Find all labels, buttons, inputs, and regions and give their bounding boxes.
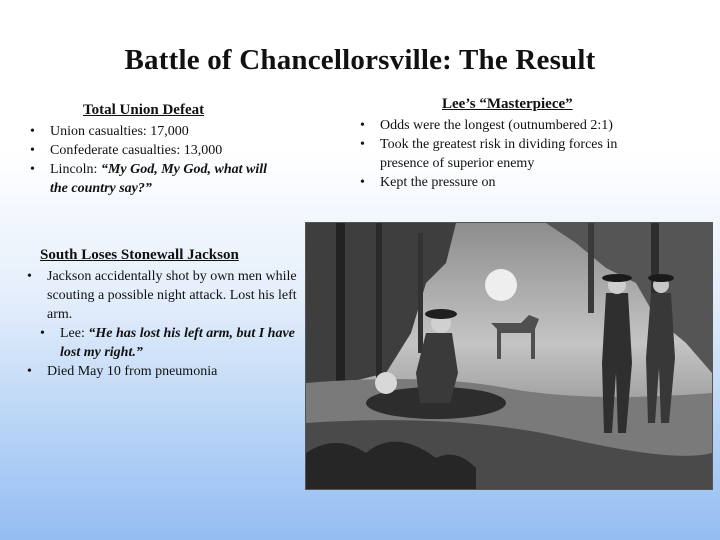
lincoln-label: Lincoln: <box>50 162 101 177</box>
list-item: • Kept the pressure on <box>356 173 666 192</box>
lee-masterpiece-heading: Lee’s “Masterpiece” <box>442 96 573 112</box>
standing-soldier <box>646 293 675 423</box>
list-item <box>23 324 301 362</box>
moon <box>485 269 517 301</box>
lee-masterpiece-list <box>356 116 666 192</box>
engraving-svg <box>306 223 712 489</box>
lee-label: Lee: <box>60 326 89 341</box>
union-defeat-heading: Total Union Defeat <box>83 102 205 118</box>
hat <box>602 274 632 282</box>
list-item: • Odds were the longest (outnumbered 2:1) <box>356 116 666 135</box>
stonewall-heading: South Loses Stonewall Jackson <box>40 247 239 263</box>
union-defeat-list <box>26 122 286 198</box>
list-item: • Union casualties: 17,000 <box>26 122 286 141</box>
list-item: • Died May 10 from pneumonia <box>23 362 301 381</box>
list-item: • Jackson accidentally shot by own men while scouting a possible night attack. Lost his left arm. <box>23 267 301 324</box>
hat <box>425 309 457 319</box>
list-item: • Confederate casualties: 13,000 <box>26 141 286 160</box>
slide-title: Battle of Chancellorsville: The Result <box>124 44 596 76</box>
list-item <box>26 160 286 198</box>
stonewall-list <box>23 267 301 381</box>
tree-trunk <box>376 223 382 383</box>
wounded-general-head <box>375 372 397 394</box>
tree-trunk <box>418 233 423 353</box>
tree-trunk <box>588 223 594 313</box>
hat <box>648 274 674 282</box>
lincoln-quote: “My God, My God, what will the country say?” <box>50 162 268 196</box>
lee-quote: “He has lost his left arm, but I have lost my right.” <box>60 326 295 360</box>
wounded-jackson-illustration <box>305 222 713 490</box>
list-item: • Took the greatest risk in dividing forces in presence of superior enemy <box>356 135 666 173</box>
